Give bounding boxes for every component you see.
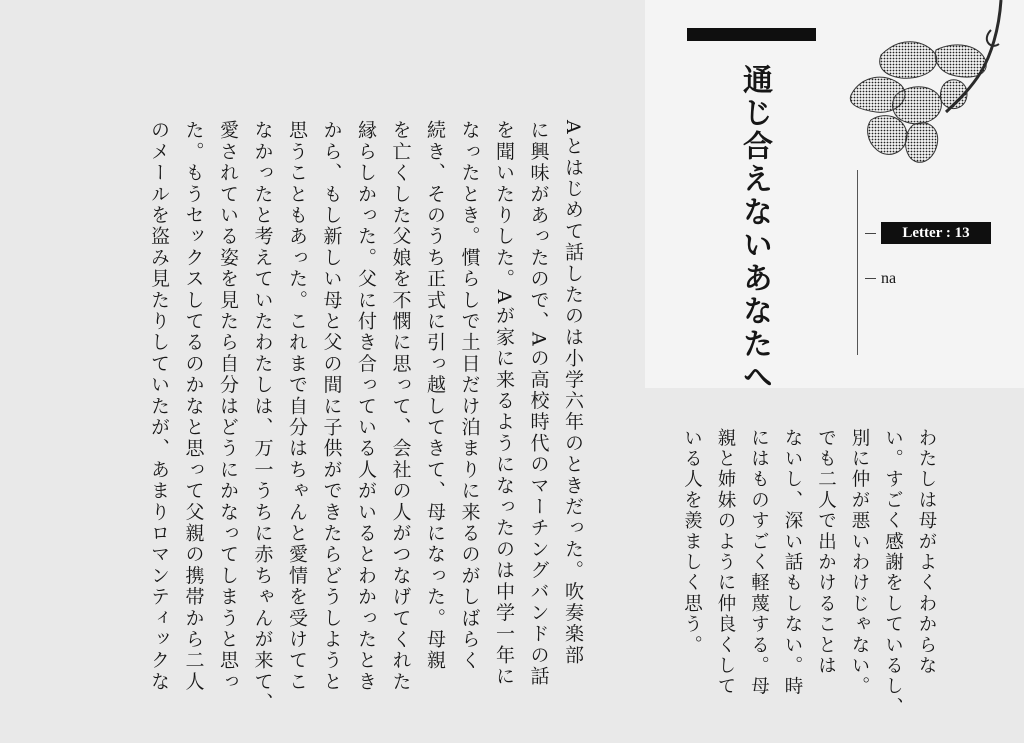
divider-tick [865, 233, 876, 234]
title-panel [645, 0, 1024, 394]
main-letter-text: Aとはじめて話したのは小学六年のときだった。吹奏楽部 に興味があったので、Aの高校時代のマーチングバンドの話 を聞いたりした。Aが家に来るようになったのは中学一年に なったとき。慣らしで土日だけ泊まりに来るのがしばらく 続き、そのうち正式に引っ越してきて、母になった。母親 を亡くした父娘を不憫に思って、会社の人がつなげてくれた 縁らしかった。父に付き合っている人がいるとわかったとき から、もし新しい母と父の間に子供ができたらどうしようと 思うこともあった。これまで自分はちゃんと愛情を受けてこ なかったと考えていたわたしは、万一うちに赤ちゃんが来て、 愛されている姿を見たら自分はどうにかなってしまうと思っ た。もうセックスしてるのかなと思って父親の携帯から二人 のメールを盗み見たりしていたが、あまりロマンティックな [148, 120, 584, 714]
divider-line [857, 170, 858, 355]
side-letter-text: わたしは母がよくわからな い。すごく感謝をしているし、 別に仲が悪いわけじゃない。 でも二人で出かけることは ないし、深い話もしない。時 にはものすごく軽蔑する。母 親と姉妹のように仲良くして いる人を羨ましく思う。 [681, 428, 937, 718]
title-bar [687, 28, 816, 41]
divider-tick [865, 278, 876, 279]
flower-icon [841, 0, 1024, 190]
letter-number-badge: Letter : 13 [881, 222, 991, 244]
page-title: 通じ合えないあなたへ [737, 64, 772, 394]
author-name: na [881, 270, 897, 287]
